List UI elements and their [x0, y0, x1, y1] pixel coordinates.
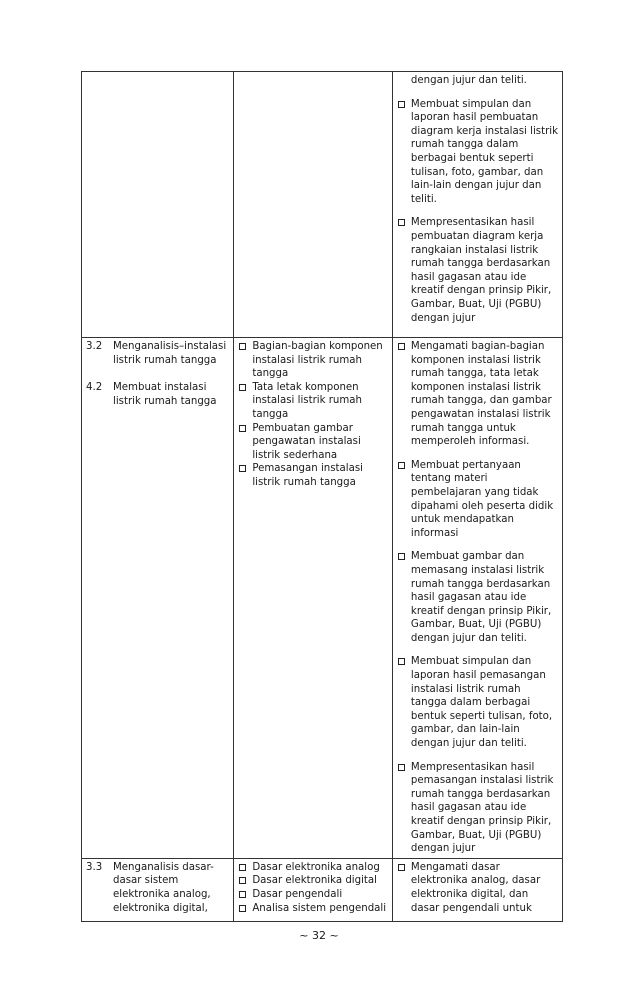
- kompetensi-dasar-cell: [82, 338, 234, 859]
- kegiatan-pembelajaran-cell: [392, 338, 562, 859]
- list-item: [238, 381, 388, 422]
- syllabus-table: [81, 71, 563, 922]
- materi-text: Pembuatan gambar pengawatan instalasi listrik sederhana: [252, 422, 361, 461]
- syllabus-table-body: [82, 72, 563, 922]
- checkbox-bullet-icon: [239, 425, 246, 432]
- materi-list: [238, 340, 388, 490]
- materi-pokok-cell: [234, 72, 393, 338]
- kompetensi-dasar-item: [86, 381, 229, 408]
- list-item: [397, 459, 558, 541]
- list-item: [397, 655, 558, 750]
- list-item: [238, 422, 388, 463]
- materi-pokok-cell: [234, 338, 393, 859]
- materi-text: Bagian-bagian komponen instalasi listrik rumah tangga: [252, 341, 383, 380]
- list-item: [397, 550, 558, 645]
- checkbox-bullet-icon: [239, 465, 246, 472]
- kd-text: Menganalisis–instalasi listrik rumah tangga: [113, 341, 227, 366]
- checkbox-bullet-icon: [239, 864, 246, 871]
- table-row: [82, 858, 563, 921]
- list-item: [238, 861, 388, 875]
- checkbox-bullet-icon: [239, 343, 246, 350]
- checkbox-bullet-icon: [239, 891, 246, 898]
- page-number: ~ 32 ~: [299, 929, 339, 942]
- kd-number: 3.3: [86, 861, 103, 873]
- materi-text: Pemasangan instalasi listrik rumah tangga: [252, 463, 363, 488]
- list-item: [238, 874, 388, 888]
- kegiatan-text: Mempresentasikan hasil pembuatan diagram kerja rangkaian instalasi listrik rumah tangga berdasarkan hasil gagasan atau ide kreatif dengan prinsip Pikir, Gambar, Buat, Uji (PGBU) dengan jujur: [410, 217, 552, 324]
- materi-text: Analisa sistem pengendali: [252, 902, 387, 914]
- kd-number: 3.2: [86, 341, 103, 352]
- kegiatan-list: [397, 340, 558, 856]
- list-item: [238, 902, 388, 916]
- kompetensi-dasar-item: [86, 861, 229, 915]
- table-row: [82, 72, 563, 338]
- kegiatan-text: Membuat simpulan dan laporan hasil pembuatan diagram kerja instalasi listrik rumah tangga dalam berbagai bentuk seperti tulisan, foto, gambar, dan lain-lain dengan jujur dan teliti.: [410, 98, 558, 205]
- kegiatan-text: Mempresentasikan hasil pemasangan instalasi listrik rumah tangga berdasarkan hasil gagasan atau ide kreatif dengan prinsip Pikir, Gambar, Buat, Uji (PGBU) dengan jujur: [410, 761, 554, 855]
- checkbox-bullet-icon: [239, 384, 246, 391]
- kd-text: Menganalisis dasar-dasar sistem elektronika analog, elektronika digital,: [113, 861, 214, 914]
- list-item: [238, 888, 388, 902]
- checkbox-bullet-icon: [239, 905, 246, 912]
- checkbox-bullet-icon: [398, 462, 405, 469]
- kompetensi-dasar-cell: [82, 72, 234, 338]
- kegiatan-text: Mengamati bagian-bagian komponen instalasi listrik rumah tangga, tata letak komponen instalasi listrik rumah tangga, dan gambar pengawatan instalasi listrik rumah tangga untuk memperoleh informasi.: [410, 341, 552, 448]
- checkbox-bullet-icon: [398, 219, 405, 226]
- materi-text: Dasar elektronika digital: [252, 875, 378, 887]
- checkbox-bullet-icon: [398, 343, 405, 350]
- checkbox-bullet-icon: [398, 553, 405, 560]
- list-item: [397, 861, 558, 915]
- checkbox-bullet-icon: [398, 658, 405, 665]
- kegiatan-pembelajaran-cell: [392, 858, 562, 921]
- list-item: [238, 340, 388, 381]
- checkbox-bullet-icon: [398, 101, 405, 108]
- kompetensi-dasar-item: [86, 340, 229, 367]
- materi-text: Dasar pengendali: [252, 888, 343, 900]
- list-item: [397, 98, 558, 207]
- continued-text: dengan jujur dan teliti.: [410, 75, 527, 86]
- list-item: [238, 462, 388, 489]
- kegiatan-pembelajaran-cell: [392, 72, 562, 338]
- kegiatan-text: Membuat simpulan dan laporan hasil pemasangan instalasi listrik rumah tangga dalam berbagai bentuk seperti tulisan, foto, gambar, dan lain-lain dengan jujur dan teliti.: [410, 656, 553, 750]
- materi-text: Tata letak komponen instalasi listrik rumah tangga: [252, 381, 362, 420]
- kd-number: 4.2: [86, 382, 103, 394]
- checkbox-bullet-icon: [239, 877, 246, 884]
- checkbox-bullet-icon: [398, 764, 405, 771]
- kegiatan-text: Membuat gambar dan memasang instalasi listrik rumah tangga berdasarkan hasil gagasan atau ide kreatif dengan prinsip Pikir, Gambar, Buat, Uji (PGBU) dengan jujur dan teliti.: [410, 551, 552, 644]
- kegiatan-list: [397, 98, 558, 326]
- kegiatan-list: [397, 861, 558, 915]
- table-row: [82, 338, 563, 859]
- list-item: [397, 761, 558, 856]
- materi-text: Dasar elektronika analog: [252, 861, 380, 873]
- kegiatan-text: Membuat pertanyaan tentang materi pembelajaran yang tidak dipahami oleh peserta didik untuk mendapatkan informasi: [410, 459, 554, 539]
- checkbox-bullet-icon: [398, 864, 405, 871]
- materi-pokok-cell: [234, 858, 393, 921]
- materi-list: [238, 861, 388, 915]
- list-item: [397, 216, 558, 325]
- list-item: [397, 340, 558, 449]
- kompetensi-dasar-cell: [82, 858, 234, 921]
- kd-text: Membuat instalasi listrik rumah tangga: [113, 382, 217, 407]
- kegiatan-text: Mengamati dasar elektronika analog, dasar elektronika digital, dan dasar pengendali untuk: [410, 861, 541, 914]
